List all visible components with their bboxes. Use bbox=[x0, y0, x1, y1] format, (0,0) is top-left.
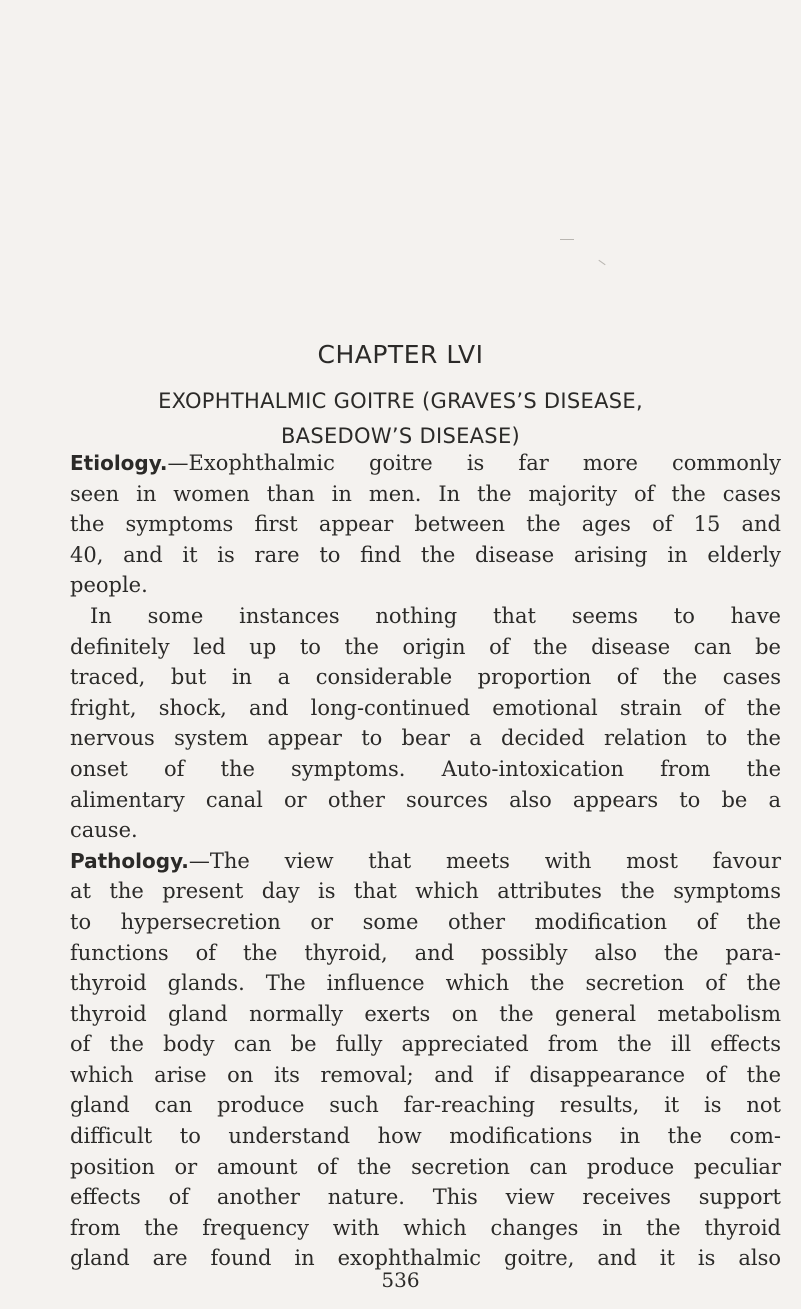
text-line: 40, and it is rare to find the disease arising in elderly bbox=[70, 542, 781, 567]
text-line: gland are found in exophthalmic goitre, and it is also bbox=[70, 1246, 781, 1271]
text-line: of the body can be fully appreciated from the ill effects bbox=[70, 1032, 781, 1057]
body-text bbox=[70, 448, 781, 1274]
paper-mark bbox=[560, 239, 574, 240]
section-heading-etiology: Etiology. bbox=[70, 451, 168, 475]
text-line: definitely led up to the origin of the disease can be bbox=[70, 634, 781, 659]
text-line: cause. bbox=[70, 818, 138, 843]
text-line: Pathology.—The view that meets with most favour bbox=[70, 848, 781, 873]
text-line: thyroid glands. The influence which the secretion of the bbox=[70, 971, 781, 996]
section-heading-pathology: Pathology. bbox=[70, 848, 189, 873]
text-line: gland can produce such far-reaching results, it is not bbox=[70, 1093, 781, 1118]
text-line: onset of the symptoms. Auto-intoxication from the bbox=[70, 756, 781, 781]
text-line: traced, but in a considerable proportion of the cases bbox=[70, 665, 781, 690]
text-line: Etiology.—Exophthalmic goitre is far more commonly bbox=[70, 451, 781, 475]
paper-mark bbox=[598, 260, 605, 265]
text-line: nervous system appear to bear a decided relation to the bbox=[70, 726, 781, 751]
text-line: the symptoms first appear between the ages of 15 and bbox=[70, 512, 781, 537]
text-line: to hypersecretion or some other modification of the bbox=[70, 909, 781, 934]
text-line: seen in women than in men. In the majority of the cases bbox=[70, 481, 781, 506]
page-number: 536 bbox=[381, 1268, 420, 1292]
text-line: functions of the thyroid, and possibly also the para- bbox=[70, 940, 781, 965]
text-line: difficult to understand how modifications in the com- bbox=[70, 1124, 781, 1149]
text-line: In some instances nothing that seems to have bbox=[90, 603, 781, 628]
chapter-title bbox=[0, 384, 801, 454]
chapter-title-line: EXOPHTHALMIC GOITRE (GRAVES’S DISEASE, bbox=[158, 389, 643, 413]
text-line: position or amount of the secretion can produce peculiar bbox=[70, 1154, 781, 1179]
text-line: fright, shock, and long-continued emotional strain of the bbox=[70, 695, 781, 720]
text-line: thyroid gland normally exerts on the general metabolism bbox=[70, 1001, 781, 1026]
text-line: at the present day is that which attributes the symptoms bbox=[70, 879, 781, 904]
text-line: people. bbox=[70, 573, 148, 598]
text-line: alimentary canal or other sources also appears to be a bbox=[70, 787, 781, 812]
text-line: from the frequency with which changes in the thyroid bbox=[70, 1215, 781, 1240]
chapter-heading: CHAPTER LVI bbox=[317, 340, 484, 369]
text-line: effects of another nature. This view receives support bbox=[70, 1185, 781, 1210]
chapter-title-line: BASEDOW’S DISEASE) bbox=[280, 424, 521, 448]
text-line: which arise on its removal; and if disappearance of the bbox=[70, 1062, 781, 1087]
